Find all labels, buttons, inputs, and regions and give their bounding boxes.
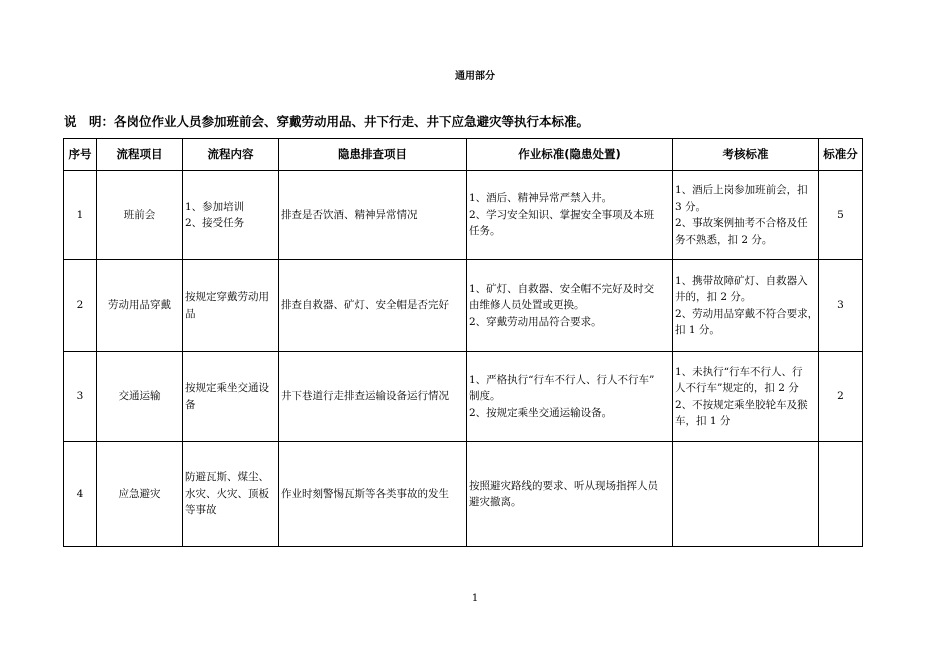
cell-standard	[467, 352, 673, 442]
cell-line: 排查是否饮酒、精神异常情况	[281, 208, 418, 221]
cell-line: 1、酒后、精神异常严禁入井。	[469, 192, 613, 205]
table-header-row	[64, 139, 863, 171]
cell-line: 按规定穿戴劳动用	[185, 291, 269, 303]
cell-line: 2、接受任务	[185, 217, 245, 229]
cell-standard	[467, 260, 673, 352]
cell-line: 2、穿戴劳动用品符合要求。	[469, 315, 602, 328]
cell-item: 交通运输	[97, 352, 183, 442]
cell-line: 1、未执行“行车不行人、行	[675, 365, 803, 378]
cell-line: 按照避灾路线的要求、听从现场指挥人员	[469, 479, 658, 492]
cell-line: 水灾、火灾、顶板	[185, 487, 269, 500]
cell-content	[183, 442, 279, 547]
cell-no: 3	[64, 352, 97, 442]
cell-line: 2、按规定乘坐交通运输设备。	[469, 406, 613, 419]
cell-hazard	[279, 352, 467, 442]
cell-line: 按规定乘坐交通设	[185, 382, 269, 394]
cell-line: 防避瓦斯、煤尘、	[185, 471, 269, 484]
cell-line: 排查自救器、矿灯、安全帽是否完好	[281, 299, 449, 312]
column-header-score: 标准分	[819, 139, 863, 171]
cell-hazard	[279, 171, 467, 260]
cell-item: 班前会	[97, 171, 183, 260]
cell-assessment	[673, 171, 819, 260]
cell-hazard	[279, 442, 467, 547]
cell-line: 井的，扣 2 分。	[675, 291, 752, 303]
column-header-content: 流程内容	[183, 139, 279, 171]
cell-line: 1、参加培训	[185, 200, 245, 213]
cell-hazard	[279, 260, 467, 352]
cell-line: 制度。	[469, 390, 501, 403]
cell-item: 应急避灾	[97, 442, 183, 547]
cell-content	[183, 171, 279, 260]
cell-line: 车，扣 1 分	[675, 415, 731, 427]
cell-content	[183, 260, 279, 352]
cell-content	[183, 352, 279, 442]
cell-no: 2	[64, 260, 97, 352]
cell-line: 任务。	[469, 225, 501, 238]
cell-line: 务不熟悉，扣 2 分。	[675, 233, 773, 246]
table-row	[64, 442, 863, 547]
cell-line: 品	[185, 307, 196, 320]
table-row	[64, 171, 863, 260]
cell-line: 避灾撤离。	[469, 496, 522, 508]
cell-item: 劳动用品穿戴	[97, 260, 183, 352]
note	[64, 112, 589, 130]
cell-line: 1、矿灯、自救器、安全帽不完好及时交	[469, 282, 655, 295]
cell-line: 由维修人员处置或更换。	[469, 299, 585, 312]
cell-assessment	[673, 352, 819, 442]
cell-score: 2	[819, 352, 863, 442]
cell-line: 2、事故案例抽考不合格及任	[675, 217, 808, 229]
cell-score: 5	[819, 171, 863, 260]
table-row	[64, 260, 863, 352]
cell-no: 1	[64, 171, 97, 260]
cell-line: 2、不按规定乘坐胶轮车及猴	[675, 398, 808, 411]
cell-standard	[467, 442, 673, 547]
cell-assessment	[673, 260, 819, 352]
page-title: 通用部分	[455, 71, 495, 82]
cell-assessment	[673, 442, 819, 547]
column-header-no: 序号	[64, 139, 97, 171]
cell-line: 等事故	[185, 504, 217, 517]
column-header-item: 流程项目	[97, 139, 183, 171]
cell-line: 人不行车”规定的，扣 2 分	[675, 382, 799, 394]
cell-line: 备	[185, 398, 196, 411]
column-header-hazard: 隐患排查项目	[279, 139, 467, 171]
cell-line: 2、劳动用品穿戴不符合要求，	[675, 307, 819, 320]
cell-standard	[467, 171, 673, 260]
cell-score: 3	[819, 260, 863, 352]
cell-line: 2、学习安全知识、掌握安全事项及本班	[469, 208, 655, 221]
cell-line: 1、酒后上岗参加班前会，扣	[675, 184, 808, 196]
note-text: 各岗位作业人员参加班前会、穿戴劳动用品、井下行走、井下应急避灾等执行本标准。	[114, 114, 590, 129]
cell-score	[819, 442, 863, 547]
table-row	[64, 352, 863, 442]
standards-table	[63, 138, 863, 547]
column-header-standard: 作业标准(隐患处置)	[467, 139, 673, 171]
cell-line: 1、携带故障矿灯、自救器入	[675, 274, 808, 287]
cell-line: 3 分。	[675, 200, 707, 213]
cell-line: 井下巷道行走排查运输设备运行情况	[281, 390, 449, 403]
cell-line: 扣 1 分。	[675, 324, 720, 336]
column-header-assessment: 考核标准	[673, 139, 819, 171]
cell-no: 4	[64, 442, 97, 547]
note-label: 说 明：	[64, 114, 115, 129]
cell-line: 1、严格执行“行车不行人、行人不行车”	[469, 373, 655, 386]
cell-line: 作业时刻警惕瓦斯等各类事故的发生	[281, 487, 449, 500]
page-number: 1	[471, 593, 479, 604]
